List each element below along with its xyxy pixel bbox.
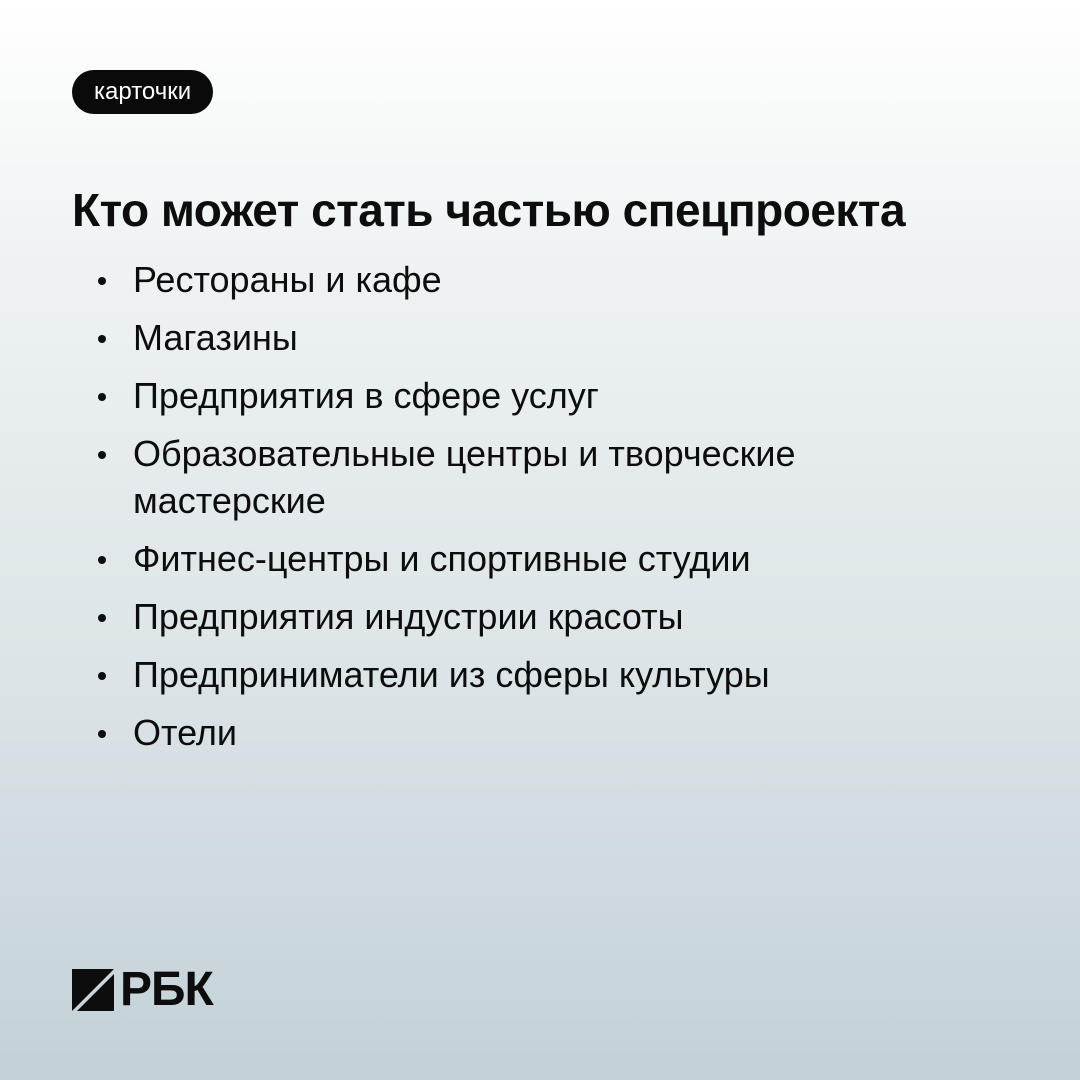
list-item [72,535,972,582]
bullet-icon [98,277,106,285]
bullet-list [72,256,972,767]
list-item-text: Предприятия индустрии красоты [133,596,684,637]
list-item [72,593,972,640]
bullet-icon [98,614,106,622]
bullet-icon [98,730,106,738]
list-item-text: Отели [133,712,238,753]
bullet-icon [98,672,106,680]
list-item [72,256,972,303]
rbc-logo [72,963,213,1016]
bullet-icon [98,451,106,459]
list-item [72,430,972,524]
list-item-text: Предприятия в сфере услуг [133,375,599,416]
bullet-icon [98,335,106,343]
list-item [72,709,972,756]
list-item-text: Фитнес-центры и спортивные студии [133,538,751,579]
bullet-icon [98,393,106,401]
list-item-text: Рестораны и кафе [133,259,442,300]
list-item-text: Предприниматели из сферы культуры [133,654,770,695]
bullet-icon [98,556,106,564]
rbc-logo-mark-icon [72,969,114,1011]
logo-text: РБК [120,963,213,1016]
list-item [72,372,972,419]
list-item-text: Образовательные центры и творческие мастерские [133,433,796,521]
list-item [72,314,972,361]
category-badge: карточки [72,70,213,114]
list-item [72,651,972,698]
page-title: Кто может стать частью спецпроекта [72,184,906,236]
list-item-text: Магазины [133,317,298,358]
